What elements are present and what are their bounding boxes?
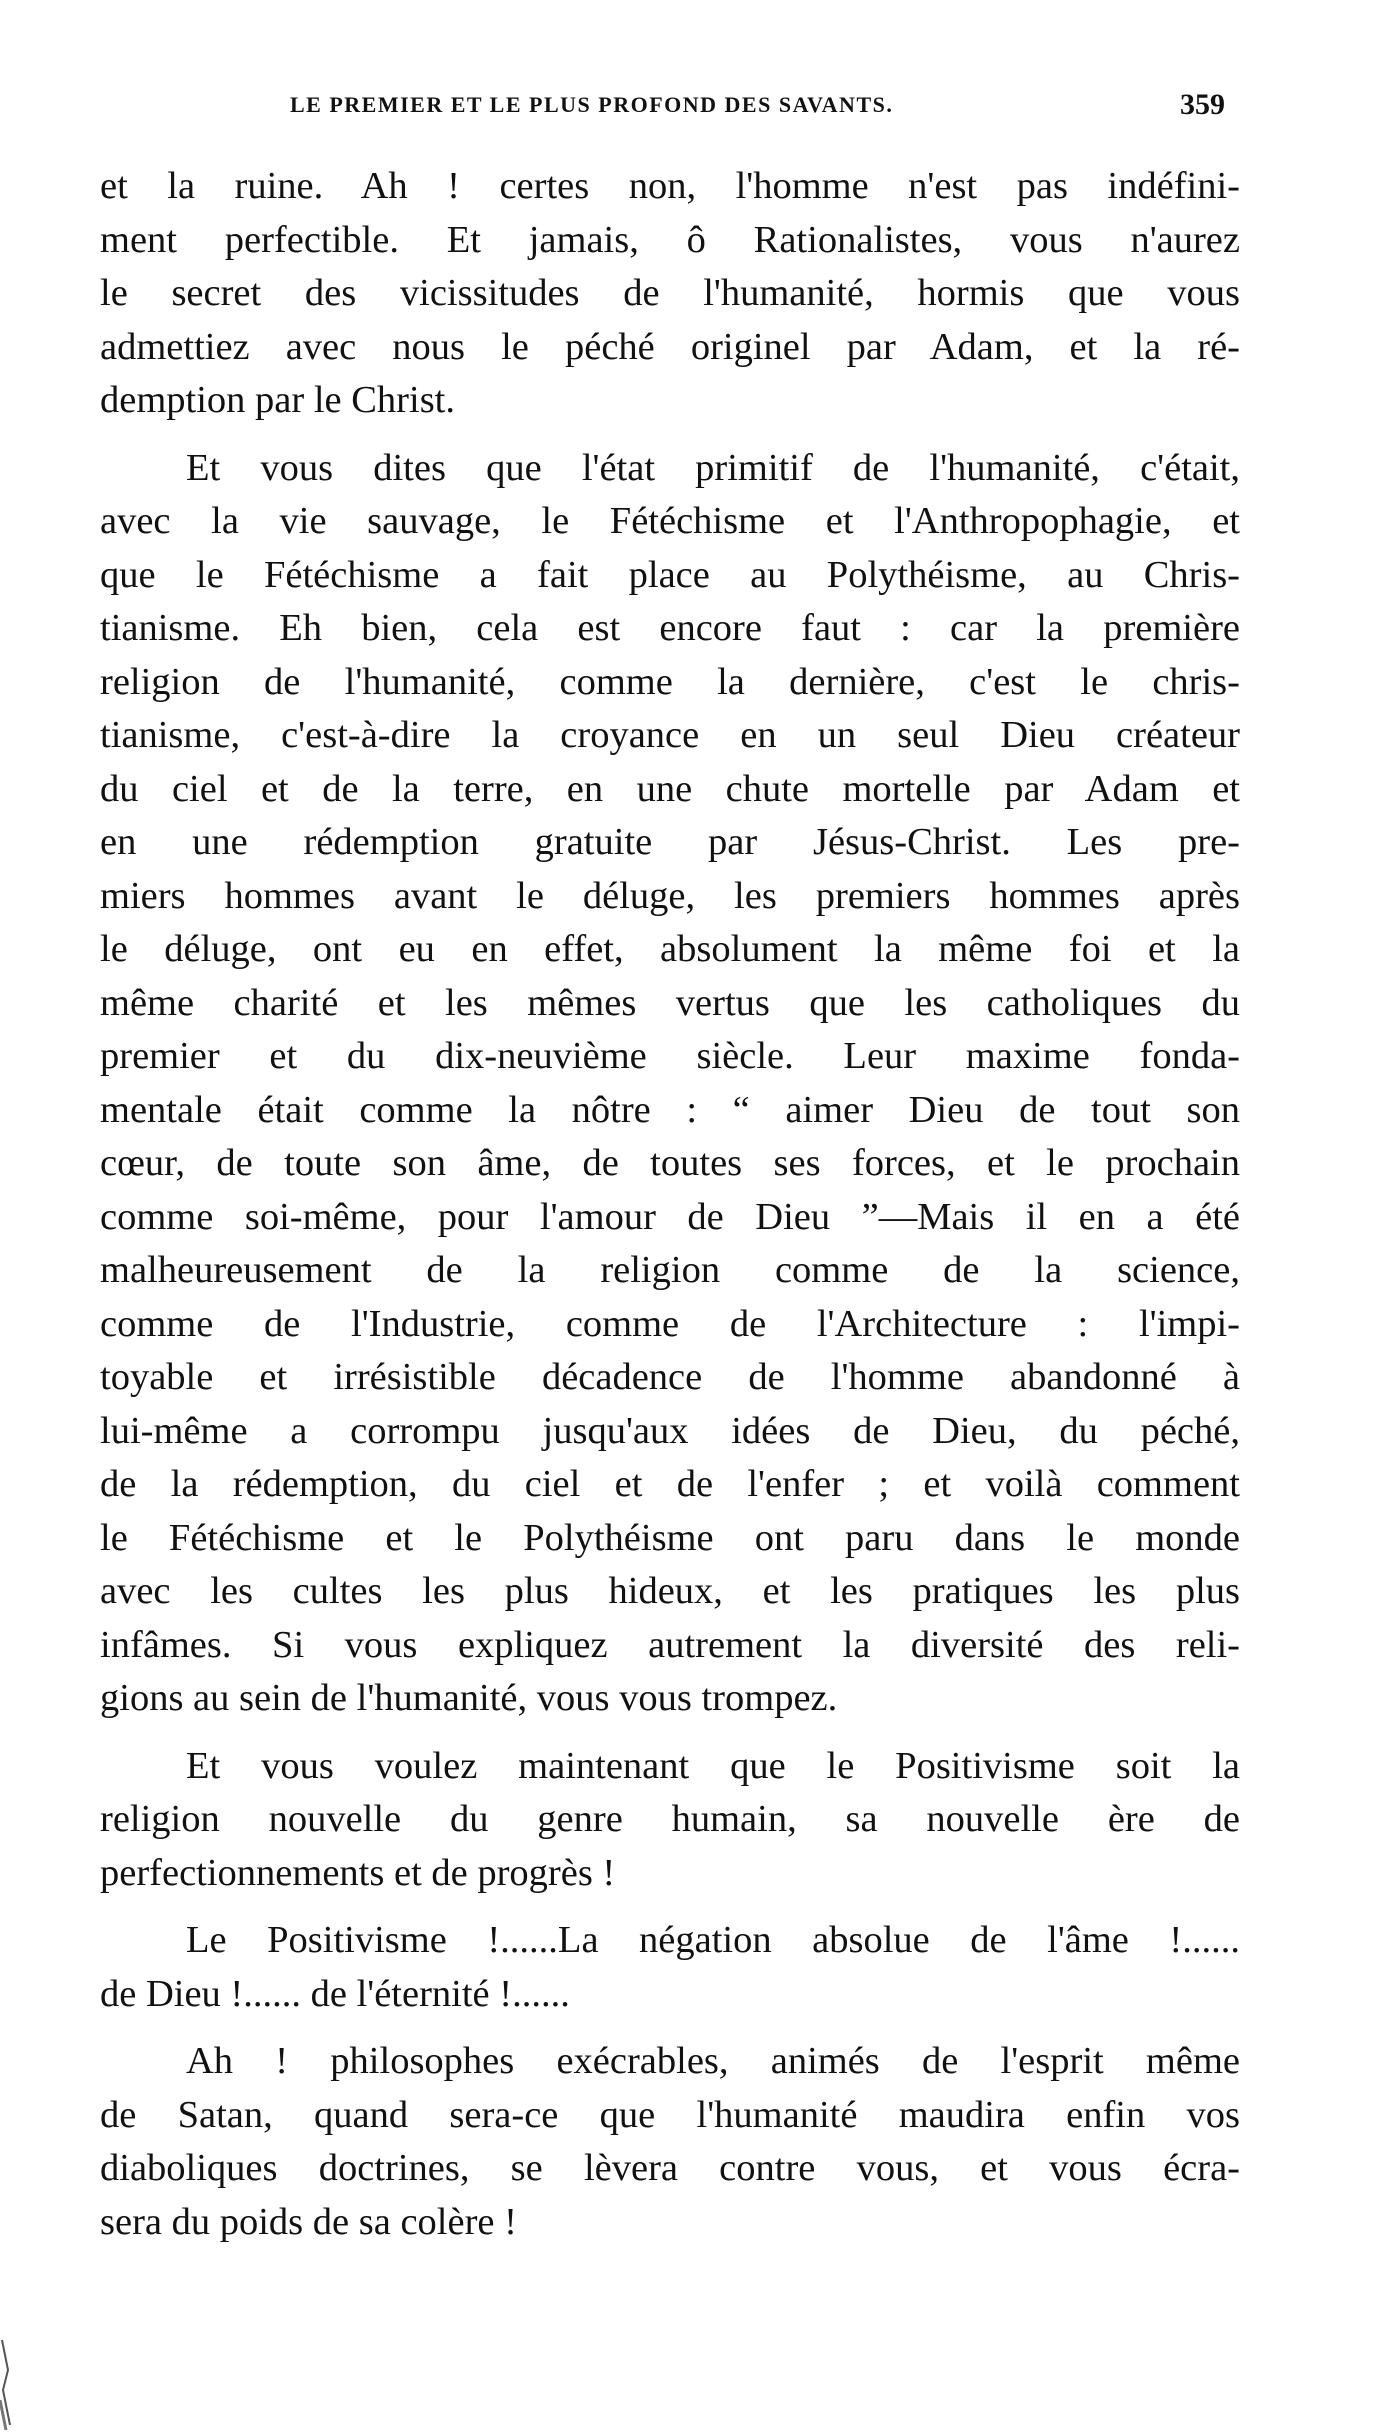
text-line: sera du poids de sa colère ! (100, 2200, 517, 2243)
paragraph-2 (100, 442, 1240, 1726)
text-line: demption par le Christ. (100, 379, 455, 421)
text-line: le secret des vicissitudes de l'humanité, hormis que vous (100, 272, 1240, 314)
text-line: avec la vie sauvage, le Fétéchisme et l'Anthropophagie, et (100, 500, 1240, 542)
text-line: de Dieu !...... de l'éternité !...... (100, 1972, 570, 2015)
text-line: miers hommes avant le déluge, les premiers hommes après (100, 874, 1240, 917)
text-line: et la ruine. Ah ! certes non, l'homme n'est pas indéfini- (100, 165, 1240, 207)
text-line: gions au sein de l'humanité, vous vous trompez. (100, 1677, 838, 1719)
text-line: ment perfectible. Et jamais, ô Rationalistes, vous n'aurez (100, 218, 1240, 261)
paragraph-4 (100, 1914, 1240, 2021)
paragraph-3 (100, 1740, 1240, 1901)
text-line: malheureusement de la religion comme de la science, (100, 1249, 1240, 1291)
text-line: lui-même a corrompu jusqu'aux idées de Dieu, du péché, (100, 1409, 1240, 1452)
text-line: Et vous dites que l'état primitif de l'humanité, c'était, (186, 446, 1240, 489)
text-line: toyable et irrésistible décadence de l'homme abandonné à (100, 1356, 1240, 1398)
page-edge-shadow (0, 2330, 18, 2430)
text-line: le déluge, ont eu en effet, absolument la même foi et la (100, 928, 1240, 970)
text-line: comme soi-même, pour l'amour de Dieu ”—Mais il en a été (100, 1195, 1240, 1238)
page-number: 359 (1180, 88, 1225, 121)
text-line: infâmes. Si vous expliquez autrement la diversité des reli- (100, 1623, 1240, 1666)
text-line: cœur, de toute son âme, de toutes ses forces, et le prochain (100, 1142, 1240, 1184)
running-title: LE PREMIER ET LE PLUS PROFOND DES SAVANTS. (290, 92, 894, 117)
paragraph-1 (100, 160, 1240, 428)
text-line: religion nouvelle du genre humain, sa nouvelle ère de (100, 1798, 1240, 1840)
text-line: tianisme, c'est-à-dire la croyance en un seul Dieu créateur (100, 714, 1240, 756)
text-line: avec les cultes les plus hideux, et les pratiques les plus (100, 1570, 1240, 1612)
text-line: perfectionnements et de progrès ! (100, 1851, 616, 1894)
text-line: même charité et les mêmes vertus que les catholiques du (100, 981, 1240, 1024)
text-line: mentale était comme la nôtre : “ aimer Dieu de tout son (100, 1088, 1240, 1131)
text-line: du ciel et de la terre, en une chute mortelle par Adam et (100, 767, 1240, 810)
text-line: en une rédemption gratuite par Jésus-Christ. Les pre- (100, 821, 1240, 863)
text-line: religion de l'humanité, comme la dernière, c'est le chris- (100, 660, 1240, 703)
text-line: Et vous voulez maintenant que le Positivisme soit la (186, 1744, 1240, 1787)
body-text (100, 160, 1240, 2249)
text-line: diaboliques doctrines, se lèvera contre vous, et vous écra- (100, 2147, 1240, 2189)
paragraph-5 (100, 2035, 1240, 2249)
text-line: tianisme. Eh bien, cela est encore faut : car la première (100, 607, 1240, 649)
text-line: que le Fétéchisme a fait place au Polythéisme, au Chris- (100, 553, 1240, 596)
text-line: premier et du dix-neuvième siècle. Leur maxime fonda- (100, 1035, 1240, 1077)
text-line: Ah ! philosophes exécrables, animés de l'esprit même (186, 2040, 1240, 2082)
text-line: Le Positivisme !......La négation absolue de l'âme !...... (186, 1919, 1240, 1961)
text-line: admettiez avec nous le péché originel par Adam, et la ré- (100, 325, 1240, 368)
text-line: le Fétéchisme et le Polythéisme ont paru dans le monde (100, 1516, 1240, 1559)
text-line: de Satan, quand sera-ce que l'humanité maudira enfin vos (100, 2093, 1240, 2136)
text-line: comme de l'Industrie, comme de l'Architecture : l'impi- (100, 1302, 1240, 1345)
text-line: de la rédemption, du ciel et de l'enfer ; et voilà comment (100, 1463, 1240, 1505)
